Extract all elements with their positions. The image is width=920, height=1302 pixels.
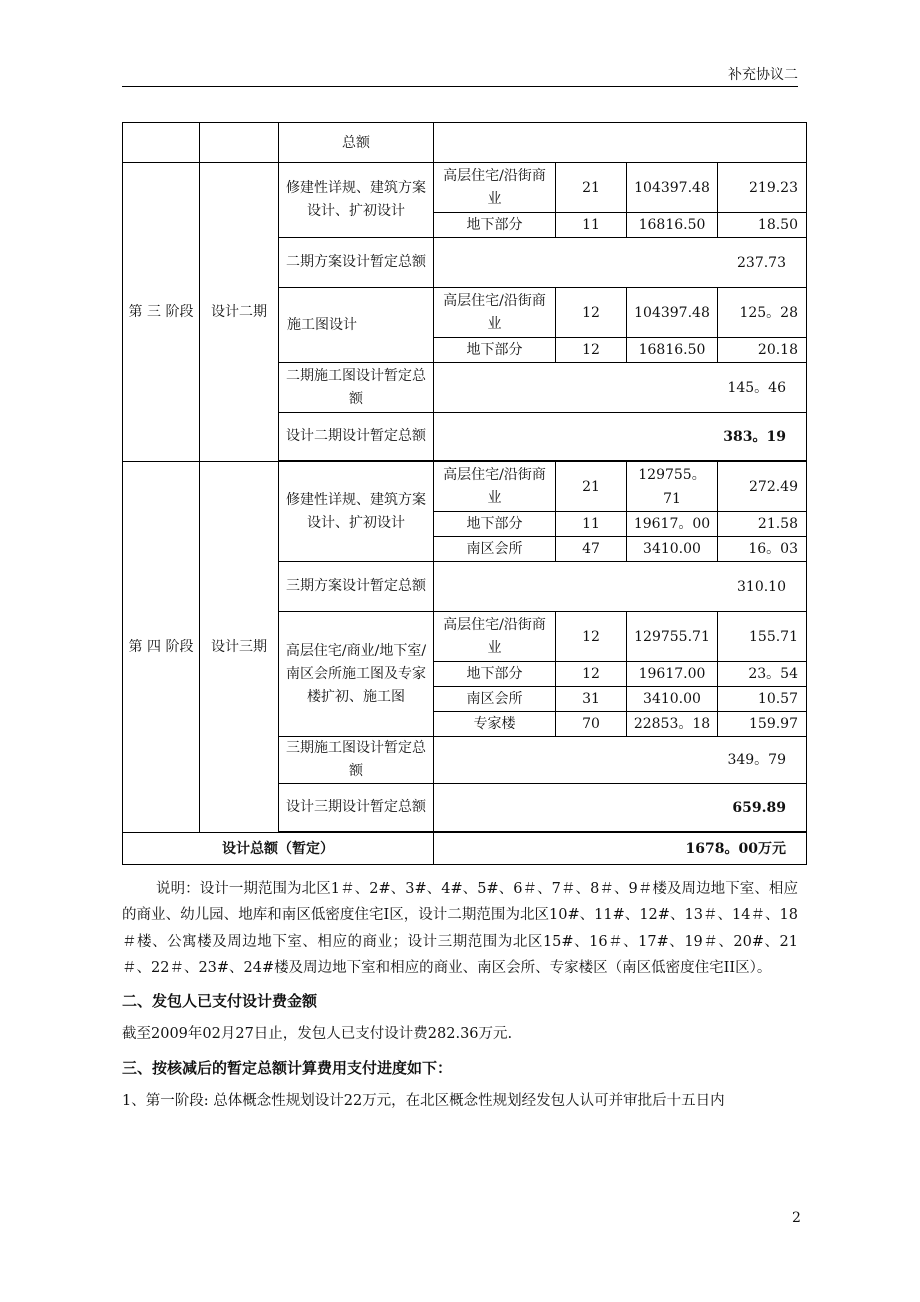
section-3-title: 三、按核减后的暂定总额计算费用支付进度如下： [122,1058,453,1077]
rate-cell: 12 [556,288,627,338]
explanation-paragraph: 说明：设计一期范围为北区1＃、2#、3#、4#、5#、6＃、7＃、8＃、9＃楼及周边地下室、相应的商业、幼儿园、地库和南区低密度住宅Ⅰ区，设计二期范围为北区10#、11#、12#、13＃、14＃、18＃楼、公寓楼及周边地下室、相应的商业；设计三期范围为北区15#、16＃、17#、19＃、20#、21＃、22＃、23#、24#楼及周边地下室和相应的商业、南区会所、专家楼区（南区低密度住宅II区）。 [122,881,798,976]
subtotal-label: 二期施工图设计暂定总额 [279,363,434,413]
area-cell: 129755。71 [627,462,718,512]
header-title: 补充协议二 [728,67,798,83]
fee-cell: 272.49 [718,462,807,512]
stage-cell: 第 四 阶段 [123,462,200,833]
item-cell: 高层住宅/沿街商业 [434,288,556,338]
fee-cell: 159.97 [718,712,807,737]
item-cell: 南区会所 [434,687,556,712]
area-cell: 104397.48 [627,163,718,213]
fee-cell: 16。03 [718,537,807,562]
table-row [123,163,807,213]
phase-total-value: 659.89 [434,784,807,832]
scope-cell: 施工图设计 [279,288,434,363]
rate-cell: 12 [556,612,627,662]
rate-cell: 47 [556,537,627,562]
phase-cell: 设计二期 [200,163,279,462]
rate-cell: 11 [556,512,627,537]
rate-cell: 11 [556,213,627,238]
fee-cell: 23。54 [718,662,807,687]
item-cell: 高层住宅/沿街商业 [434,612,556,662]
area-cell: 3410.00 [627,537,718,562]
area-cell: 16816.50 [627,338,718,363]
grand-total-value: 1678。00万元 [434,833,807,865]
fee-cell: 10.57 [718,687,807,712]
item-cell: 南区会所 [434,537,556,562]
fee-cell: 18.50 [718,213,807,238]
item-cell: 高层住宅/沿街商业 [434,462,556,512]
subtotal-label: 三期方案设计暂定总额 [279,562,434,612]
phase-cell: 设计三期 [200,462,279,833]
stage-cell: 第 三 阶段 [123,163,200,462]
area-cell: 22853。18 [627,712,718,737]
section-2-title: 二、发包人已支付设计费金额 [122,992,318,1011]
scope-cell: 修建性详规、建筑方案设计、扩初设计 [279,163,434,238]
item-cell: 地下部分 [434,512,556,537]
item-cell: 地下部分 [434,213,556,238]
item-cell: 高层住宅/沿街商业 [434,163,556,213]
rate-cell: 12 [556,662,627,687]
subtotal-value: 310.10 [434,562,807,612]
area-cell: 129755.71 [627,612,718,662]
notes [122,876,798,1114]
area-cell: 3410.00 [627,687,718,712]
item-cell: 专家楼 [434,712,556,737]
section-2-text: 截至2009年02月27日止，发包人已支付设计费282.36万元. [122,1026,513,1043]
scope-cell: 修建性详规、建筑方案设计、扩初设计 [279,462,434,562]
header-rule [122,86,798,87]
fee-table [122,122,807,865]
grand-total-label: 设计总额（暂定） [123,833,434,865]
phase-total-label: 设计二期设计暂定总额 [279,413,434,461]
item-cell: 地下部分 [434,662,556,687]
fee-cell: 21.58 [718,512,807,537]
table-row [123,462,807,512]
payment-item-1: 1、第一阶段: 总体概念性规划设计22万元，在北区概念性规划经发包人认可并审批后十五日内 [122,1093,725,1110]
phase1-total-label: 总额 [279,123,434,163]
rate-cell: 21 [556,163,627,213]
rate-cell: 31 [556,687,627,712]
table-row [123,833,807,865]
area-cell: 16816.50 [627,213,718,238]
phase-total-label: 设计三期设计暂定总额 [279,784,434,832]
fee-cell: 155.71 [718,612,807,662]
rate-cell: 12 [556,338,627,363]
item-cell: 地下部分 [434,338,556,363]
rate-cell: 70 [556,712,627,737]
scope-cell: 高层住宅/商业/地下室/南区会所施工图及专家楼扩初、施工图 [279,612,434,737]
fee-cell: 125。28 [718,288,807,338]
fee-cell: 219.23 [718,163,807,213]
subtotal-value: 145。46 [434,363,807,413]
subtotal-value: 237.73 [434,238,807,288]
subtotal-label: 三期施工图设计暂定总额 [279,737,434,784]
rate-cell: 21 [556,462,627,512]
area-cell: 19617.00 [627,662,718,687]
fee-cell: 20.18 [718,338,807,363]
phase-total-value: 383。19 [434,413,807,461]
table-row [123,123,807,163]
subtotal-value: 349。79 [434,737,807,784]
area-cell: 19617。00 [627,512,718,537]
page-number: 2 [792,1210,801,1226]
area-cell: 104397.48 [627,288,718,338]
subtotal-label: 二期方案设计暂定总额 [279,238,434,288]
